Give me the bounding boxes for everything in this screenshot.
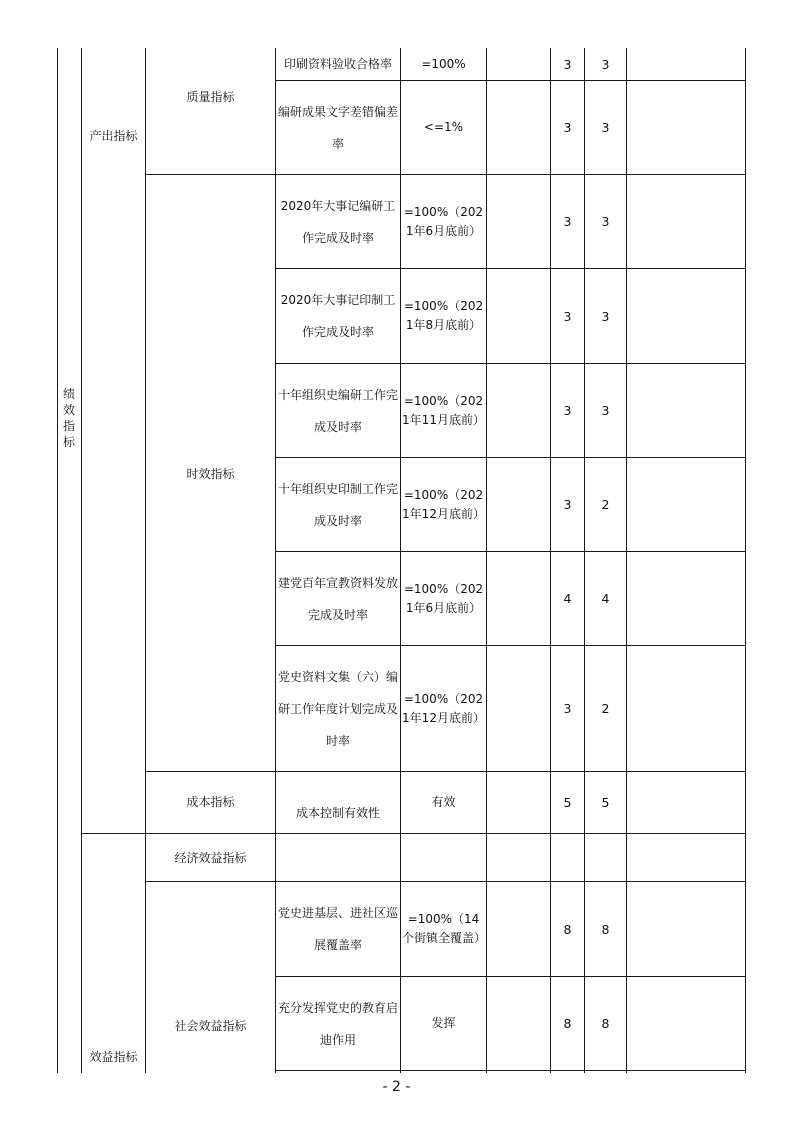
- indicator-self-score: 8: [601, 1016, 610, 1031]
- indicator-score: 8: [563, 1016, 572, 1031]
- indicator-self-score: 3: [601, 403, 610, 418]
- level1-label: 绩效指标: [62, 387, 75, 449]
- indicator-score: 3: [563, 308, 572, 324]
- row-divider: [275, 1070, 746, 1071]
- indicator-self-score: 4: [601, 591, 610, 606]
- table-col-divider: [486, 48, 487, 1073]
- indicator-self-score: 5: [601, 794, 610, 810]
- indicator-target: =100%（2021年6月底前）: [403, 204, 484, 238]
- indicator-score: 8: [563, 921, 572, 937]
- indicator-self-score: 2: [601, 497, 610, 512]
- indicator-name: 建党百年宣教资料发放完成及时率: [277, 575, 398, 622]
- indicator-name: 党史进基层、进社区巡展覆盖率: [277, 906, 398, 952]
- level2-benefit-label: 效益指标: [89, 1049, 138, 1064]
- indicator-self-score: 3: [601, 214, 610, 229]
- table-col-divider: [626, 48, 627, 1073]
- indicator-name: 2020年大事记编研工作完成及时率: [280, 198, 396, 245]
- indicator-name: 印刷资料验收合格率: [283, 56, 392, 71]
- level2-output-label: 产出指标: [89, 128, 138, 143]
- indicator-score: 3: [563, 120, 572, 135]
- indicator-name: 党史资料文集（六）编研工作年度计划完成及时率: [277, 669, 398, 748]
- indicator-score: 4: [563, 591, 572, 606]
- table-col-divider: [400, 48, 401, 1073]
- indicator-target: 发挥: [431, 1016, 456, 1030]
- table-col-divider: [275, 48, 276, 1073]
- indicator-name: 十年组织史编研工作完成及时率: [277, 387, 398, 434]
- indicator-target: =100%（2021年8月底前）: [403, 299, 484, 332]
- indicator-self-score: 3: [601, 120, 610, 135]
- indicator-name: 十年组织史印制工作完成及时率: [277, 481, 398, 528]
- indicator-name: [277, 834, 399, 881]
- page-number: - 2 -: [382, 1079, 411, 1095]
- indicator-target: =100%（2021年11月底前）: [402, 393, 485, 427]
- indicator-target: 有效: [431, 794, 456, 809]
- indicator-score: 3: [563, 403, 572, 418]
- level3-quality-label: 质量指标: [186, 89, 235, 104]
- table-col-divider: [81, 48, 82, 1073]
- indicator-name: 成本控制有效性: [295, 805, 380, 820]
- indicator-name: 2020年大事记印制工作完成及时率: [280, 293, 396, 339]
- indicator-score: 5: [563, 794, 572, 810]
- indicator-name: 充分发挥党史的教育启迪作用: [277, 1000, 398, 1047]
- row-divider: [145, 771, 746, 772]
- table-col-divider: [145, 48, 146, 1073]
- level3-cost-label: 成本指标: [186, 794, 235, 809]
- level3-economic-label: 经济效益指标: [174, 850, 247, 865]
- table-border-left: [57, 48, 58, 1073]
- indicator-target: =100%（2021年6月底前）: [403, 581, 484, 615]
- indicator-self-score: 3: [601, 308, 610, 324]
- level3-social-label: 社会效益指标: [174, 1018, 247, 1033]
- indicator-self-score: 8: [601, 921, 610, 937]
- level3-timeliness-label: 时效指标: [186, 466, 235, 481]
- indicator-target: =100%（14个街镇全覆盖）: [402, 912, 487, 945]
- indicator-self-score: 3: [601, 56, 610, 72]
- indicator-self-score: 2: [601, 701, 610, 716]
- row-divider: [81, 833, 746, 834]
- indicator-target: =100%（2021年12月底前）: [402, 487, 485, 521]
- indicator-score: 3: [563, 214, 572, 229]
- indicator-name: 编研成果文字差错偏差率: [277, 104, 398, 151]
- table-border-right: [745, 48, 746, 1073]
- indicator-score: 3: [563, 56, 572, 72]
- indicator-target: =100%（2021年12月底前）: [402, 691, 485, 725]
- indicator-score: 3: [563, 497, 572, 512]
- indicator-target: =100%: [421, 56, 466, 71]
- indicator-score: 3: [563, 701, 572, 716]
- indicator-target: <=1%: [423, 120, 464, 134]
